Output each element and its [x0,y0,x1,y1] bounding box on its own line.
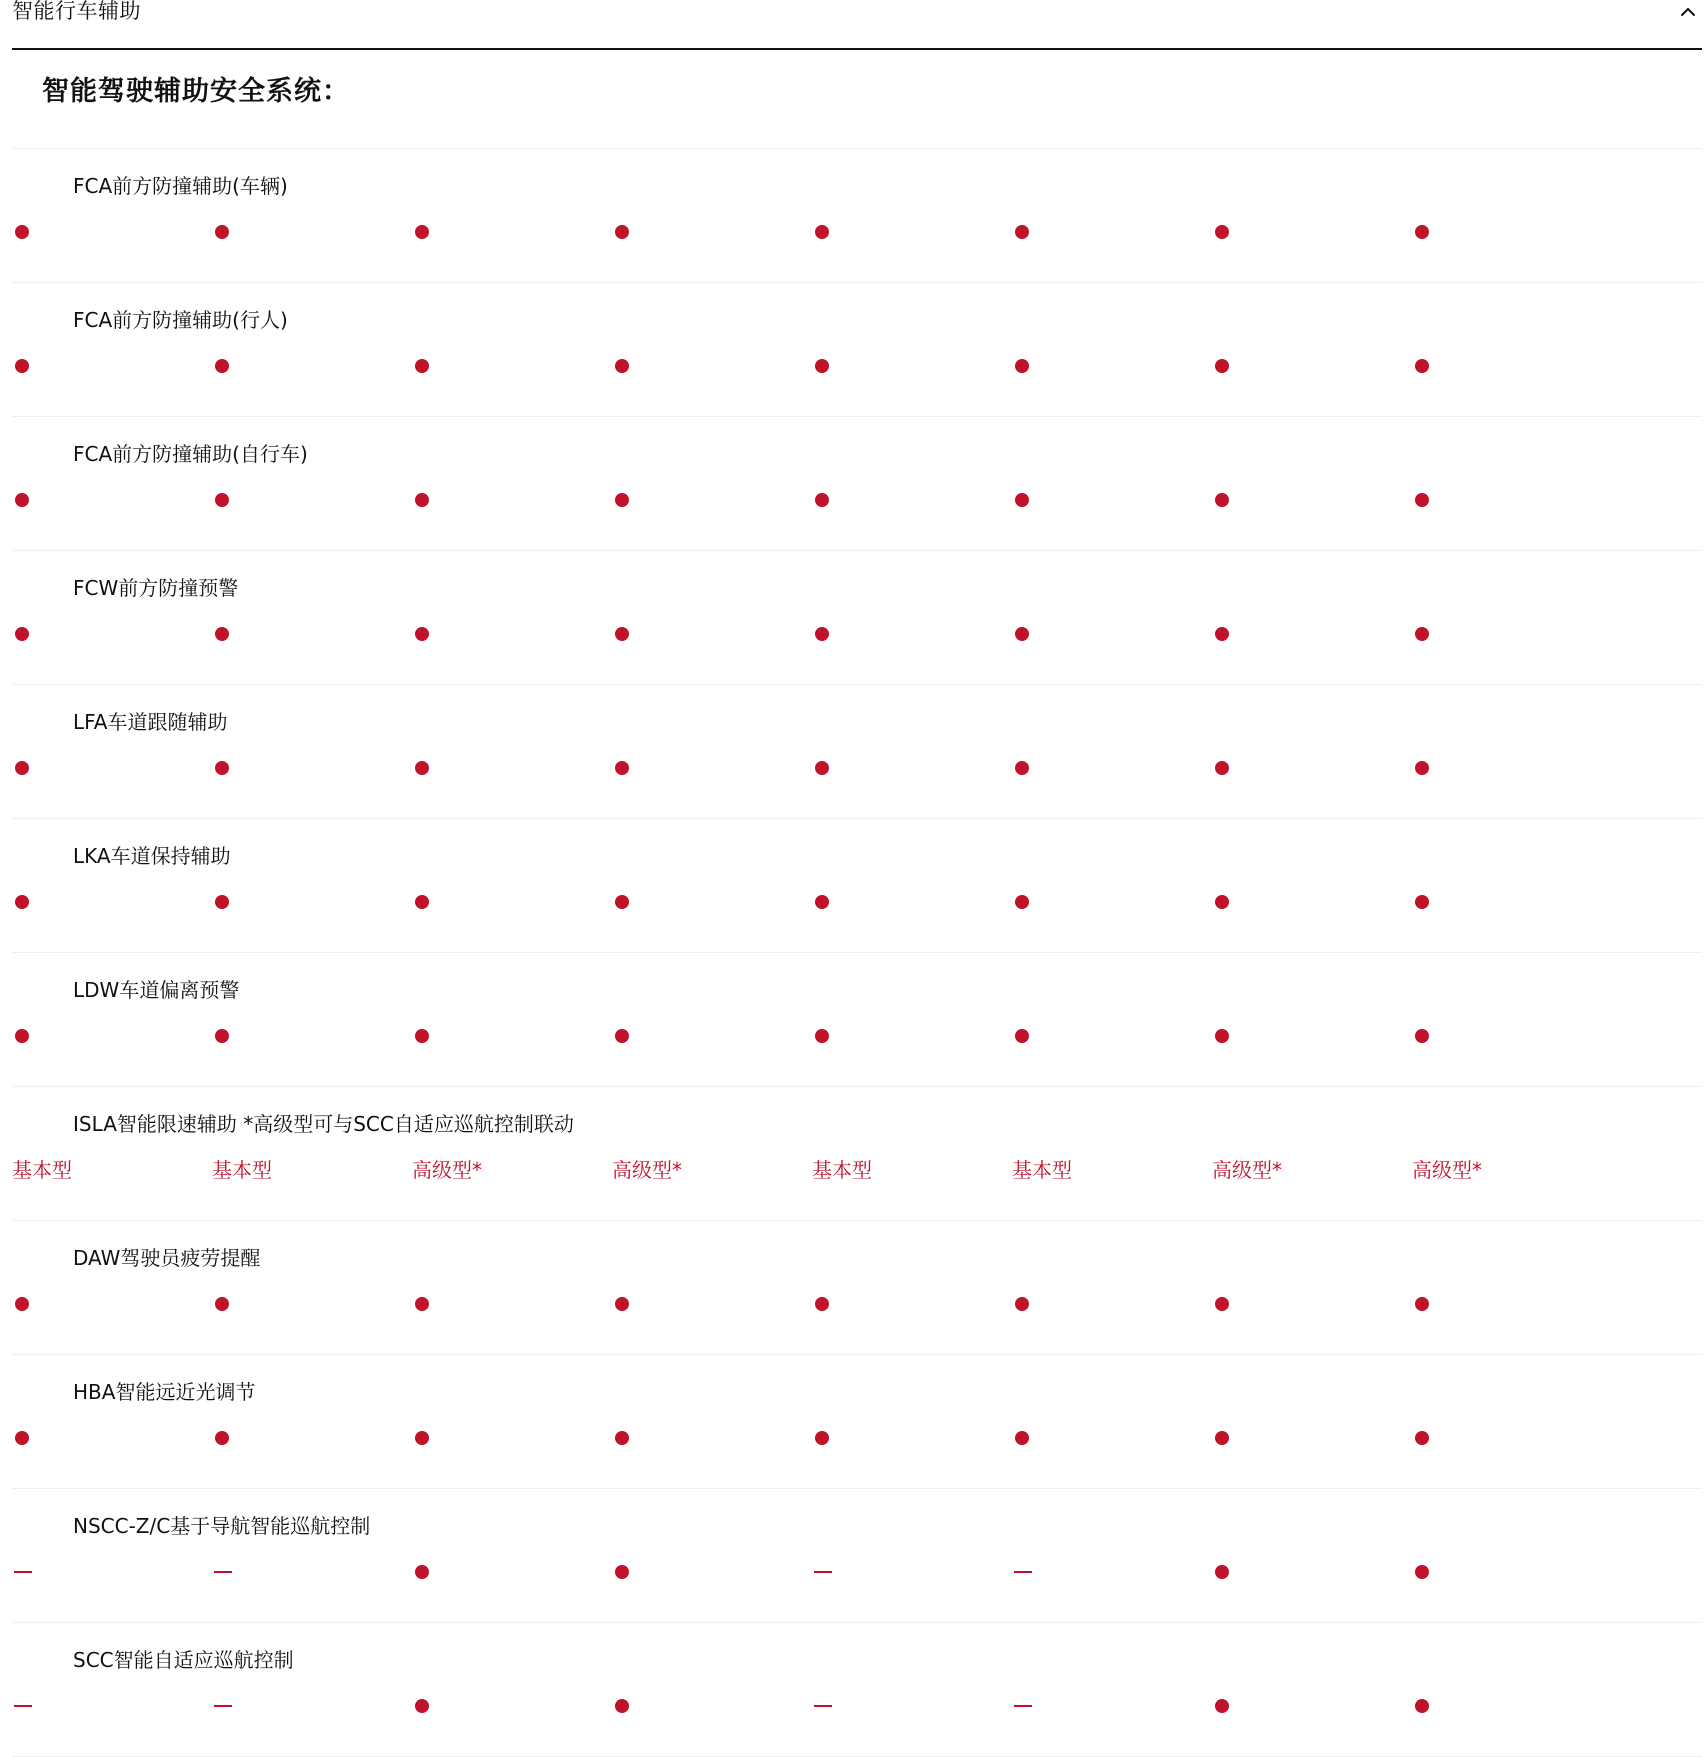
dot-icon [215,627,229,641]
dot-icon [1015,761,1029,775]
dot-icon [1015,225,1029,239]
dot-icon [615,1029,629,1043]
standard-dot-icon [412,217,612,247]
dot-icon [1015,1029,1029,1043]
standard-dot-icon [612,1557,812,1587]
standard-dot-icon [12,351,212,381]
dot-icon [415,1297,429,1311]
standard-dot-icon [1412,753,1612,783]
table-row [12,417,1702,551]
standard-dot-icon [12,217,212,247]
dash-icon [214,1705,232,1707]
not-available-dash-icon [1012,1557,1212,1587]
feature-name: NSCC-Z/C基于导航智能巡航控制 [73,1514,371,1538]
dot-icon [1215,1431,1229,1445]
feature-values [12,1021,1702,1051]
feature-name: LKA车道保持辅助 [73,844,231,868]
dot-icon [1015,1297,1029,1311]
section-header[interactable] [12,0,1702,50]
dot-icon [415,1029,429,1043]
standard-dot-icon [1412,1021,1612,1051]
dot-icon [615,359,629,373]
dot-icon [215,1029,229,1043]
value-label: 高级型* [1212,1158,1282,1182]
dot-icon [615,1431,629,1445]
standard-dot-icon [412,887,612,917]
standard-dot-icon [1212,485,1412,515]
dot-icon [615,627,629,641]
standard-dot-icon [412,1021,612,1051]
standard-dot-icon [212,1423,412,1453]
dot-icon [1215,895,1229,909]
feature-value-text [1412,1155,1612,1185]
standard-dot-icon [1012,1423,1212,1453]
standard-dot-icon [812,887,1012,917]
standard-dot-icon [812,619,1012,649]
dot-icon [15,895,29,909]
feature-values [12,1289,1702,1319]
feature-name: SCC智能自适应巡航控制 [73,1648,294,1672]
standard-dot-icon [12,1289,212,1319]
table-row [12,1221,1702,1355]
feature-name: FCW前方防撞预警 [73,576,239,600]
table-row [12,551,1702,685]
not-available-dash-icon [12,1691,212,1721]
standard-dot-icon [612,887,812,917]
dot-icon [1415,1565,1429,1579]
feature-value-text [1012,1155,1212,1185]
standard-dot-icon [12,1021,212,1051]
standard-dot-icon [1212,351,1412,381]
standard-dot-icon [212,619,412,649]
feature-values [12,217,1702,247]
dot-icon [1215,1297,1229,1311]
dot-icon [815,1431,829,1445]
standard-dot-icon [812,351,1012,381]
feature-value-text [412,1155,612,1185]
feature-name: FCA前方防撞辅助(行人) [73,308,288,332]
dot-icon [1215,493,1229,507]
dot-icon [1415,627,1429,641]
dot-icon [1215,1565,1229,1579]
standard-dot-icon [1412,619,1612,649]
standard-dot-icon [612,753,812,783]
feature-name: LDW车道偏离预警 [73,978,240,1002]
feature-value-text [1212,1155,1412,1185]
standard-dot-icon [612,351,812,381]
dot-icon [15,493,29,507]
dot-icon [1415,1029,1429,1043]
dot-icon [415,493,429,507]
dot-icon [415,1431,429,1445]
standard-dot-icon [1012,753,1212,783]
feature-name: HBA智能远近光调节 [73,1380,256,1404]
standard-dot-icon [412,351,612,381]
dot-icon [415,1565,429,1579]
feature-value-text [812,1155,1012,1185]
standard-dot-icon [412,1557,612,1587]
table-row [12,685,1702,819]
dot-icon [815,493,829,507]
dot-icon [615,1565,629,1579]
standard-dot-icon [412,1423,612,1453]
dot-icon [15,1029,29,1043]
table-row [12,1355,1702,1489]
feature-values [12,351,1702,381]
standard-dot-icon [212,1289,412,1319]
standard-dot-icon [812,217,1012,247]
table-row [12,953,1702,1087]
dash-icon [1014,1705,1032,1707]
dot-icon [415,761,429,775]
standard-dot-icon [1012,485,1212,515]
dot-icon [1015,359,1029,373]
standard-dot-icon [1012,351,1212,381]
standard-dot-icon [612,485,812,515]
dot-icon [815,359,829,373]
dot-icon [1215,627,1229,641]
dot-icon [615,761,629,775]
feature-value-text [12,1155,212,1185]
dot-icon [815,1029,829,1043]
standard-dot-icon [1412,1691,1612,1721]
dot-icon [615,1699,629,1713]
dot-icon [1415,761,1429,775]
standard-dot-icon [212,1021,412,1051]
standard-dot-icon [612,1691,812,1721]
standard-dot-icon [1012,619,1212,649]
dot-icon [1015,493,1029,507]
dash-icon [1014,1571,1032,1573]
standard-dot-icon [612,619,812,649]
dot-icon [1415,1699,1429,1713]
table-row [12,1087,1702,1221]
standard-dot-icon [812,1021,1012,1051]
standard-dot-icon [612,1021,812,1051]
dot-icon [1215,1699,1229,1713]
standard-dot-icon [212,485,412,515]
dot-icon [415,359,429,373]
dot-icon [1215,761,1229,775]
dash-icon [814,1705,832,1707]
value-label: 基本型 [812,1158,872,1182]
feature-values [12,1557,1702,1587]
standard-dot-icon [12,887,212,917]
feature-name: LFA车道跟随辅助 [73,710,228,734]
not-available-dash-icon [812,1557,1012,1587]
not-available-dash-icon [212,1691,412,1721]
not-available-dash-icon [812,1691,1012,1721]
dot-icon [615,225,629,239]
standard-dot-icon [1212,217,1412,247]
value-label: 基本型 [12,1158,72,1182]
standard-dot-icon [1212,1021,1412,1051]
dot-icon [815,761,829,775]
feature-values [12,485,1702,515]
standard-dot-icon [1012,1289,1212,1319]
feature-value-text [612,1155,812,1185]
dot-icon [15,1297,29,1311]
standard-dot-icon [1412,485,1612,515]
feature-name: FCA前方防撞辅助(车辆) [73,174,288,198]
chevron-up-icon[interactable] [1678,2,1698,22]
standard-dot-icon [12,753,212,783]
table-row [12,1623,1702,1757]
standard-dot-icon [412,485,612,515]
dot-icon [1415,1431,1429,1445]
standard-dot-icon [212,351,412,381]
standard-dot-icon [1212,753,1412,783]
section-title: 智能行车辅助 [12,0,141,23]
table-row [12,283,1702,417]
standard-dot-icon [1212,1289,1412,1319]
feature-values [12,753,1702,783]
dot-icon [615,493,629,507]
standard-dot-icon [1412,1557,1612,1587]
dot-icon [1415,359,1429,373]
standard-dot-icon [12,619,212,649]
standard-dot-icon [812,1289,1012,1319]
dot-icon [215,359,229,373]
dot-icon [815,895,829,909]
standard-dot-icon [1012,1021,1212,1051]
dot-icon [215,1431,229,1445]
spec-section [12,0,1702,1757]
standard-dot-icon [412,619,612,649]
dot-icon [15,359,29,373]
dot-icon [815,225,829,239]
value-label: 高级型* [1412,1158,1482,1182]
standard-dot-icon [612,1423,812,1453]
dash-icon [14,1705,32,1707]
feature-list [12,149,1702,1757]
dot-icon [215,895,229,909]
standard-dot-icon [412,753,612,783]
dot-icon [1215,225,1229,239]
dot-icon [615,1297,629,1311]
not-available-dash-icon [1012,1691,1212,1721]
standard-dot-icon [612,217,812,247]
standard-dot-icon [812,753,1012,783]
dot-icon [15,1431,29,1445]
not-available-dash-icon [212,1557,412,1587]
dot-icon [1215,1029,1229,1043]
standard-dot-icon [812,485,1012,515]
standard-dot-icon [1212,887,1412,917]
standard-dot-icon [1412,351,1612,381]
feature-values [12,1691,1702,1721]
feature-value-text [212,1155,412,1185]
value-label: 高级型* [412,1158,482,1182]
dot-icon [15,761,29,775]
dot-icon [415,627,429,641]
standard-dot-icon [1412,217,1612,247]
dot-icon [1415,895,1429,909]
table-row [12,819,1702,953]
standard-dot-icon [212,753,412,783]
standard-dot-icon [812,1423,1012,1453]
standard-dot-icon [612,1289,812,1319]
dot-icon [15,627,29,641]
value-label: 基本型 [212,1158,272,1182]
table-row [12,149,1702,283]
dash-icon [214,1571,232,1573]
feature-values [12,1423,1702,1453]
dot-icon [1015,1431,1029,1445]
feature-name: FCA前方防撞辅助(自行车) [73,442,308,466]
standard-dot-icon [1212,1423,1412,1453]
dot-icon [1015,895,1029,909]
dot-icon [215,761,229,775]
group-title [12,50,1702,149]
standard-dot-icon [412,1289,612,1319]
value-label: 高级型* [612,1158,682,1182]
standard-dot-icon [12,485,212,515]
feature-values [12,1155,1702,1185]
standard-dot-icon [1012,217,1212,247]
feature-values [12,619,1702,649]
dot-icon [215,493,229,507]
standard-dot-icon [212,217,412,247]
dot-icon [615,895,629,909]
dot-icon [1415,225,1429,239]
dot-icon [15,225,29,239]
dash-icon [14,1571,32,1573]
group-title-text: 智能驾驶辅助安全系统： [42,76,350,107]
standard-dot-icon [212,887,412,917]
dash-icon [814,1571,832,1573]
dot-icon [815,1297,829,1311]
standard-dot-icon [412,1691,612,1721]
standard-dot-icon [1412,1289,1612,1319]
feature-name: DAW驾驶员疲劳提醒 [73,1246,261,1270]
standard-dot-icon [1212,1557,1412,1587]
dot-icon [415,225,429,239]
dot-icon [215,1297,229,1311]
dot-icon [815,627,829,641]
standard-dot-icon [1412,1423,1612,1453]
dot-icon [1215,359,1229,373]
table-row [12,1489,1702,1623]
standard-dot-icon [12,1423,212,1453]
dot-icon [1015,627,1029,641]
dot-icon [1415,493,1429,507]
dot-icon [415,1699,429,1713]
feature-values [12,887,1702,917]
standard-dot-icon [1212,1691,1412,1721]
dot-icon [215,225,229,239]
standard-dot-icon [1412,887,1612,917]
dot-icon [415,895,429,909]
value-label: 基本型 [1012,1158,1072,1182]
not-available-dash-icon [12,1557,212,1587]
standard-dot-icon [1212,619,1412,649]
feature-name: ISLA智能限速辅助 *高级型可与SCC自适应巡航控制联动 [73,1112,574,1136]
standard-dot-icon [1012,887,1212,917]
dot-icon [1415,1297,1429,1311]
